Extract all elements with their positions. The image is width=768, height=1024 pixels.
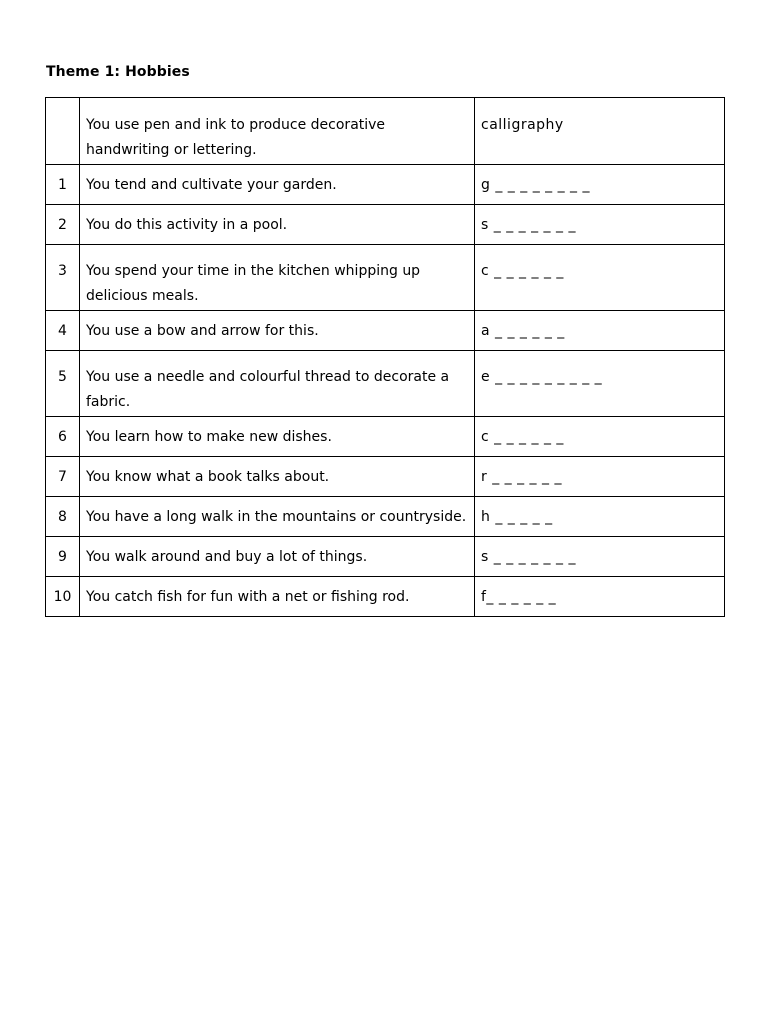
worksheet-title: Theme 1: Hobbies: [46, 64, 190, 80]
row-number: 6: [46, 417, 80, 457]
clue-text: You walk around and buy a lot of things.: [80, 537, 475, 577]
row-number: 5: [46, 351, 80, 417]
clue-text: You use pen and ink to produce decorative handwriting or lettering.: [80, 98, 475, 165]
answer-blank: a _ _ _ _ _ _: [475, 311, 725, 351]
answer-blank: h _ _ _ _ _: [475, 497, 725, 537]
table-row: [46, 351, 725, 417]
row-number: 8: [46, 497, 80, 537]
table-row: [46, 245, 725, 311]
clue-text: You use a needle and colourful thread to decorate a fabric.: [80, 351, 475, 417]
answer-text: calligraphy: [475, 98, 725, 165]
table-row: [46, 205, 725, 245]
table-row: [46, 497, 725, 537]
row-number: 9: [46, 537, 80, 577]
answer-blank: f_ _ _ _ _ _: [475, 577, 725, 617]
row-number: 3: [46, 245, 80, 311]
clue-text: You tend and cultivate your garden.: [80, 165, 475, 205]
clue-text: You know what a book talks about.: [80, 457, 475, 497]
row-number: [46, 98, 80, 165]
answer-blank: c _ _ _ _ _ _: [475, 245, 725, 311]
clue-text: You do this activity in a pool.: [80, 205, 475, 245]
row-number: 4: [46, 311, 80, 351]
answer-blank: s _ _ _ _ _ _ _: [475, 205, 725, 245]
row-number: 2: [46, 205, 80, 245]
answer-blank: c _ _ _ _ _ _: [475, 417, 725, 457]
row-number: 1: [46, 165, 80, 205]
row-number: 10: [46, 577, 80, 617]
clue-text: You spend your time in the kitchen whipping up delicious meals.: [80, 245, 475, 311]
table-row: [46, 577, 725, 617]
table-row: [46, 457, 725, 497]
table-row: [46, 417, 725, 457]
table-row: [46, 165, 725, 205]
table-row: [46, 311, 725, 351]
answer-blank: r _ _ _ _ _ _: [475, 457, 725, 497]
row-number: 7: [46, 457, 80, 497]
table-row: [46, 98, 725, 165]
clue-text: You use a bow and arrow for this.: [80, 311, 475, 351]
table-row: [46, 537, 725, 577]
answer-blank: g _ _ _ _ _ _ _ _: [475, 165, 725, 205]
clue-text: You learn how to make new dishes.: [80, 417, 475, 457]
answer-blank: s _ _ _ _ _ _ _: [475, 537, 725, 577]
answer-blank: e _ _ _ _ _ _ _ _ _: [475, 351, 725, 417]
hobbies-table: [45, 97, 725, 617]
clue-text: You have a long walk in the mountains or countryside.: [80, 497, 475, 537]
clue-text: You catch fish for fun with a net or fishing rod.: [80, 577, 475, 617]
